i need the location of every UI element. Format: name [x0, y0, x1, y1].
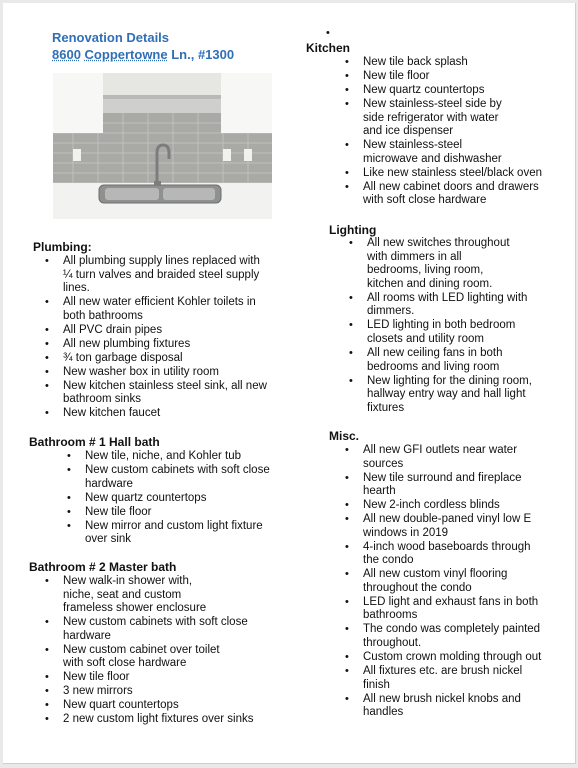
list-item: • New kitchen stainless steel sink, all new bathroom sinks: [63, 380, 288, 407]
list-item: • New walk-in shower with, niche, seat and custom frameless shower enclosure: [63, 575, 298, 616]
list-item: • New tile surround and fireplace hearth: [363, 472, 568, 499]
list-item: • Custom crown molding through out: [363, 651, 568, 665]
address-rest: Ln., #1300: [171, 47, 235, 62]
list-item: • New mirror and custom light fixture over sink: [85, 520, 295, 547]
list-item: • New lighting for the dining room, hallway entry way and hall light fixtures: [367, 375, 567, 416]
list-item: • New tile back splash: [363, 56, 568, 70]
list-item: • 4-inch wood baseboards through the condo: [363, 541, 568, 568]
page-title: Renovation Details: [52, 30, 170, 45]
list-item: • All new brush nickel knobs and handles: [363, 693, 568, 720]
stray-bullet: •: [326, 27, 330, 39]
kitchen-sink-photo: [53, 73, 272, 219]
list-item: • ¾ ton garbage disposal: [63, 352, 288, 366]
document-page: [3, 3, 576, 764]
bath2-list: [63, 575, 298, 727]
bath1-list: [85, 450, 295, 547]
list-item: • LED light and exhaust fans in both bathrooms: [363, 596, 568, 623]
list-item: • LED lighting in both bedroom closets and utility room: [367, 319, 567, 346]
address-street: Coppertowne: [84, 47, 168, 62]
list-item: • New tile floor: [85, 506, 295, 520]
list-item: • New custom cabinets with soft close hardware: [85, 464, 295, 491]
misc-heading: Misc.: [329, 429, 360, 443]
list-item: • All new cabinet doors and drawers with soft close hardware: [363, 181, 568, 208]
list-item: • New 2-inch cordless blinds: [363, 499, 568, 513]
list-item: • All new custom vinyl flooring throughout the condo: [363, 568, 568, 595]
kitchen-sink-illustration: [53, 73, 272, 219]
list-item: • 2 new custom light fixtures over sinks: [63, 713, 298, 727]
list-item: • The condo was completely painted throughout.: [363, 623, 568, 650]
list-item: • All new plumbing fixtures: [63, 338, 288, 352]
list-item: • New tile floor: [63, 671, 298, 685]
document-header: [52, 29, 234, 63]
list-item: • All new double-paned vinyl low E windows in 2019: [363, 513, 568, 540]
list-item: • All new ceiling fans in both bedrooms and living room: [367, 347, 567, 374]
list-item: • All PVC drain pipes: [63, 324, 288, 338]
list-item: • Like new stainless steel/black oven: [363, 167, 568, 181]
list-item: • All plumbing supply lines replaced with ¼ turn valves and braided steel supply lines.: [63, 255, 288, 296]
list-item: • New custom cabinets with soft close hardware: [63, 616, 298, 643]
plumbing-list: [63, 255, 288, 421]
lighting-list: [367, 237, 567, 416]
list-item: • New tile floor: [363, 70, 568, 84]
list-item: • New quart countertops: [63, 699, 298, 713]
list-item: • All new switches throughout with dimmers in all bedrooms, living room, kitchen and dining room.: [367, 237, 567, 291]
address-line: [52, 46, 234, 63]
list-item: • New washer box in utility room: [63, 366, 288, 380]
plumbing-heading: Plumbing:: [33, 240, 92, 254]
list-item: • New kitchen faucet: [63, 407, 288, 421]
list-item: • All new water efficient Kohler toilets in both bathrooms: [63, 296, 288, 323]
bath1-heading: Bathroom # 1 Hall bath: [29, 435, 160, 449]
list-item: • New quartz countertops: [85, 492, 295, 506]
list-item: • New quartz countertops: [363, 84, 568, 98]
address-number: 8600: [52, 47, 81, 62]
kitchen-list: [363, 56, 568, 208]
list-item: • New stainless-steel microwave and dishwasher: [363, 139, 568, 166]
list-item: • All fixtures etc. are brush nickel finish: [363, 665, 568, 692]
bath2-heading: Bathroom # 2 Master bath: [29, 560, 177, 574]
list-item: • All new GFI outlets near water sources: [363, 444, 568, 471]
list-item: • New custom cabinet over toilet with soft close hardware: [63, 644, 298, 671]
list-item: • New tile, niche, and Kohler tub: [85, 450, 295, 464]
list-item: • All rooms with LED lighting with dimmers.: [367, 292, 567, 319]
list-item: • New stainless-steel side by side refrigerator with water and ice dispenser: [363, 98, 568, 139]
kitchen-heading: Kitchen: [306, 41, 351, 55]
lighting-heading: Lighting: [329, 223, 377, 237]
list-item: • 3 new mirrors: [63, 685, 298, 699]
misc-list: [363, 444, 568, 720]
